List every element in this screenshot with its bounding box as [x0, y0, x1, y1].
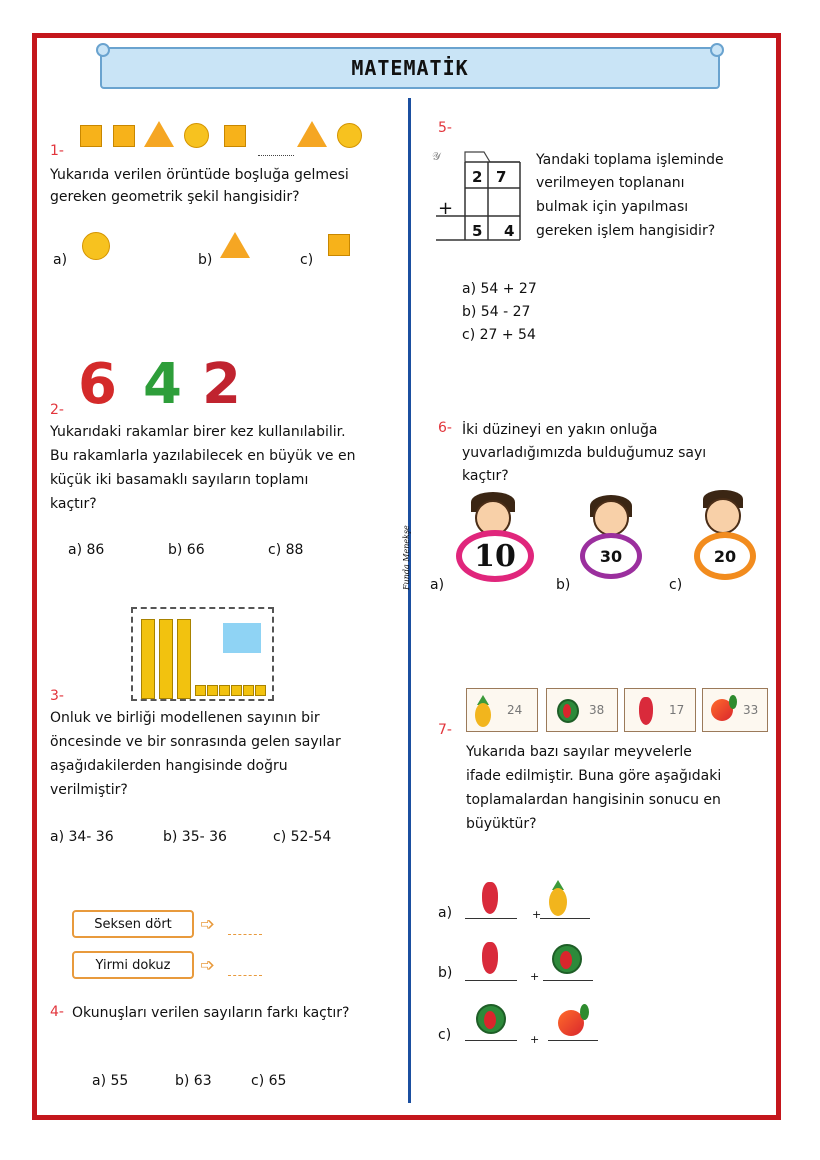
- plus-sign: +: [532, 908, 542, 921]
- question-number: 7-: [438, 722, 452, 738]
- plus-sign: +: [438, 198, 454, 219]
- fruit-card: [466, 688, 538, 732]
- plus-sign: +: [530, 1033, 540, 1046]
- arrow-icon: ➩: [200, 955, 216, 976]
- fruit-value: 38: [589, 703, 605, 717]
- page-title: MATEMATİK: [351, 56, 469, 80]
- banner-curl: [96, 43, 110, 57]
- digit-character: 6: [78, 352, 117, 417]
- tens-rod: [159, 619, 173, 699]
- circle-face-shape[interactable]: [82, 232, 110, 260]
- question-number: 6-: [438, 420, 452, 436]
- base-ten-model: [131, 607, 274, 701]
- blank-card: [223, 623, 261, 653]
- answer-line: [465, 918, 517, 919]
- digit-character: 4: [143, 352, 182, 417]
- question-text: yuvarladığımızda bulduğumuz sayı: [462, 445, 707, 461]
- option-a[interactable]: a) 55: [92, 1073, 129, 1089]
- number-ring[interactable]: 20: [694, 532, 756, 580]
- answer-line: [465, 980, 517, 981]
- unit-cube: [243, 685, 254, 696]
- number-ring[interactable]: 30: [580, 533, 642, 579]
- tens-rod: [177, 619, 191, 699]
- kid-face: [705, 498, 741, 534]
- square-face-shape: [224, 125, 246, 147]
- strawberry-icon: [639, 697, 653, 725]
- triangle-face-shape: [297, 121, 327, 147]
- question-text: küçük iki basamaklı sayıların toplamı: [50, 472, 309, 488]
- question-number: 1-: [50, 143, 64, 159]
- strawberry-icon[interactable]: [482, 882, 498, 914]
- option-a[interactable]: a) 34- 36: [50, 829, 114, 845]
- watermelon-icon: [557, 699, 579, 723]
- question-text: Yukarıdaki rakamlar birer kez kullanılabilir.: [50, 424, 346, 440]
- fruit-card: [546, 688, 618, 732]
- question-text: verilmiştir?: [50, 782, 128, 798]
- grid-digit: 7: [496, 168, 507, 186]
- square-face-shape: [80, 125, 102, 147]
- arrow-icon: ➩: [200, 914, 216, 935]
- question-text: Yukarıda bazı sayılar meyvelerle: [466, 744, 692, 760]
- option-b-label[interactable]: b): [556, 577, 571, 593]
- banner-curl: [710, 43, 724, 57]
- title-banner: [100, 47, 720, 89]
- fruit-value: 33: [743, 703, 759, 717]
- option-c-label[interactable]: c): [669, 577, 683, 593]
- unit-cube: [195, 685, 206, 696]
- fruit-value: 17: [669, 703, 685, 717]
- question-text: Onluk ve birliği modellenen sayının bir: [50, 710, 320, 726]
- question-text: ifade edilmiştir. Buna göre aşağıdaki: [466, 768, 722, 784]
- unit-cube: [231, 685, 242, 696]
- watermelon-icon[interactable]: [476, 1004, 506, 1034]
- option-b[interactable]: b) 54 - 27: [462, 304, 531, 320]
- option-c-label[interactable]: c): [438, 1027, 452, 1043]
- option-b[interactable]: b) 63: [175, 1073, 212, 1089]
- square-face-shape[interactable]: [328, 234, 350, 256]
- tens-rod: [141, 619, 155, 699]
- blank-line: [228, 934, 262, 935]
- square-face-shape: [113, 125, 135, 147]
- fruit-value: 24: [507, 703, 523, 717]
- answer-line: [465, 1040, 517, 1041]
- signature: Funda Menekşe: [402, 525, 411, 590]
- question-text: kaçtır?: [50, 496, 97, 512]
- question-number: 4-: [50, 1004, 64, 1020]
- triangle-face-shape: [144, 121, 174, 147]
- column-divider: [408, 98, 411, 1103]
- blank-line: [228, 975, 262, 976]
- circle-face-shape: [337, 123, 362, 148]
- question-text: İki düzineyi en yakın onluğa: [462, 422, 658, 438]
- kid-face: [593, 500, 629, 536]
- blank-space: [258, 155, 294, 156]
- number-ring[interactable]: 10: [456, 530, 534, 582]
- fruit-card: [624, 688, 696, 732]
- grid-digit: 2: [472, 168, 483, 186]
- question-text: gereken işlem hangisidir?: [536, 223, 716, 239]
- pineapple-icon: [475, 703, 491, 727]
- question-text: kaçtır?: [462, 468, 509, 484]
- triangle-face-shape[interactable]: [220, 232, 250, 258]
- question-number: 5-: [438, 120, 452, 136]
- option-b-label[interactable]: b): [438, 965, 453, 981]
- question-text: Okunuşları verilen sayıların farkı kaçtır?: [72, 1005, 350, 1021]
- answer-line: [543, 980, 593, 981]
- option-a-label[interactable]: a): [438, 905, 453, 921]
- question-text: verilmeyen toplananı: [536, 175, 685, 191]
- answer-line: [540, 918, 590, 919]
- watermelon-icon[interactable]: [552, 944, 582, 974]
- question-text: Yukarıda verilen örüntüde boşluğa gelmesi: [50, 167, 349, 183]
- corner-mark: 𝒴: [432, 150, 441, 163]
- question-number: 3-: [50, 688, 64, 704]
- option-c[interactable]: c) 52-54: [273, 829, 332, 845]
- option-c[interactable]: c) 65: [251, 1073, 287, 1089]
- question-text: Yandaki toplama işleminde: [536, 152, 724, 168]
- question-text: gereken geometrik şekil hangisidir?: [50, 189, 300, 205]
- grid-digit: 4: [504, 222, 515, 240]
- circle-face-shape: [184, 123, 209, 148]
- digit-character: 2: [202, 352, 241, 417]
- option-b-label[interactable]: b): [198, 252, 213, 268]
- option-a[interactable]: a) 54 + 27: [462, 281, 537, 297]
- unit-cube: [219, 685, 230, 696]
- option-a[interactable]: a) 86: [68, 542, 105, 558]
- number-word-box: Yirmi dokuz: [72, 951, 194, 979]
- question-text: büyüktür?: [466, 816, 537, 832]
- strawberry-icon[interactable]: [482, 942, 498, 974]
- question-text: öncesinde ve bir sonrasında gelen sayılar: [50, 734, 341, 750]
- option-a-label[interactable]: a): [430, 577, 445, 593]
- option-c[interactable]: c) 27 + 54: [462, 327, 536, 343]
- pineapple-icon[interactable]: [549, 888, 567, 916]
- peach-leaf: [729, 695, 737, 709]
- question-number: 2-: [50, 402, 64, 418]
- fruit-card: [702, 688, 768, 732]
- unit-cube: [255, 685, 266, 696]
- option-c-label[interactable]: c): [300, 252, 314, 268]
- question-text: bulmak için yapılması: [536, 199, 689, 215]
- number-word-box: Seksen dört: [72, 910, 194, 938]
- question-text: Bu rakamlarla yazılabilecek en büyük ve en: [50, 448, 356, 464]
- peach-leaf: [580, 1004, 589, 1020]
- question-text: aşağıdakilerden hangisinde doğru: [50, 758, 288, 774]
- answer-line: [548, 1040, 598, 1041]
- option-b[interactable]: b) 35- 36: [163, 829, 227, 845]
- unit-cube: [207, 685, 218, 696]
- question-text: toplamalardan hangisinin sonucu en: [466, 792, 721, 808]
- option-a-label[interactable]: a): [53, 252, 68, 268]
- grid-digit: 5: [472, 222, 483, 240]
- plus-sign: +: [530, 970, 540, 983]
- option-b[interactable]: b) 66: [168, 542, 205, 558]
- option-c[interactable]: c) 88: [268, 542, 304, 558]
